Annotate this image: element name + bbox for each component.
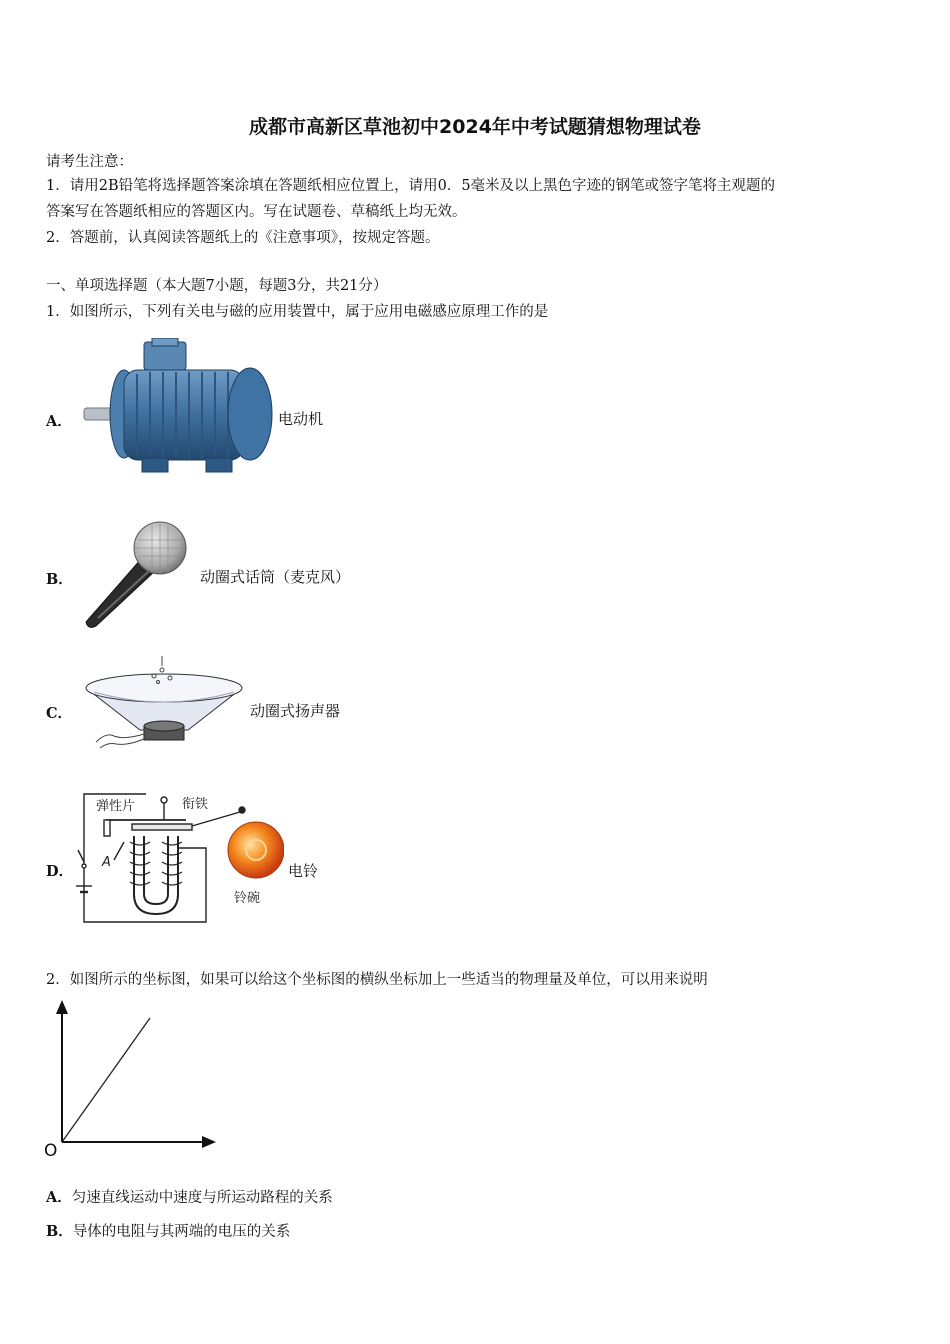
coordinate-graph	[40, 996, 222, 1160]
notice-item-1-line-2: 答案写在答题纸相应的答题区内。写在试题卷、草稿纸上均无效。	[46, 204, 467, 220]
option-d-letter: D．	[46, 863, 74, 880]
point-a-label: A	[102, 855, 111, 870]
option-d-caption: 电铃	[288, 862, 319, 880]
y-axis-arrow	[56, 1000, 68, 1014]
q2-option-a-text: 匀速直线运动中速度与所运动路程的关系	[71, 1190, 333, 1206]
armature-label: 衔铁	[182, 797, 209, 812]
q2-option-a	[46, 1186, 333, 1207]
question-1-stem: 1．如图所示，下列有关电与磁的应用装置中，属于应用电磁感应原理工作的是	[46, 304, 549, 320]
option-c-letter: C．	[46, 705, 73, 722]
option-b-caption: 动圈式话筒（麦克风）	[200, 568, 351, 586]
section-heading: 一、单项选择题（本大题7小题，每题3分，共21分）	[46, 278, 388, 294]
page-title: 成都市高新区草池初中2024年中考试题猜想物理试卷	[249, 116, 701, 138]
option-b-letter: B．	[46, 571, 73, 588]
q2-option-b	[46, 1220, 290, 1241]
option-a-letter: A．	[46, 413, 72, 430]
q2-option-a-letter: A．	[46, 1189, 72, 1206]
spring-plate-label: 弹性片	[96, 799, 136, 814]
notice-item-1-line-1: 1．请用2B铅笔将选择题答案涂填在答题纸相应位置上，请用0．5毫米及以上黑色字迹的钢笔或签字笔将主观题的	[46, 178, 776, 194]
x-axis-arrow	[202, 1136, 216, 1148]
electric-bell-diagram	[74, 790, 284, 926]
microphone-image	[80, 518, 190, 630]
origin-label: O	[44, 1141, 58, 1160]
proportional-line	[62, 1018, 150, 1142]
notice-heading: 请考生注意：	[46, 154, 133, 170]
q2-option-b-letter: B．	[46, 1223, 73, 1240]
question-2-stem: 2．如图所示的坐标图，如果可以给这个坐标图的横纵坐标加上一些适当的物理量及单位，可以用来说明	[46, 972, 708, 988]
option-c-caption: 动圈式扬声器	[250, 702, 341, 720]
q2-option-b-text: 导体的电阻与其两端的电压的关系	[72, 1224, 291, 1240]
bell-bowl-label: 铃碗	[234, 891, 261, 906]
notice-item-2: 2．答题前，认真阅读答题纸上的《注意事项》，按规定答题。	[46, 230, 440, 246]
speaker-image	[84, 654, 246, 750]
option-a-caption: 电动机	[278, 410, 324, 428]
electric-motor-image	[82, 338, 278, 478]
